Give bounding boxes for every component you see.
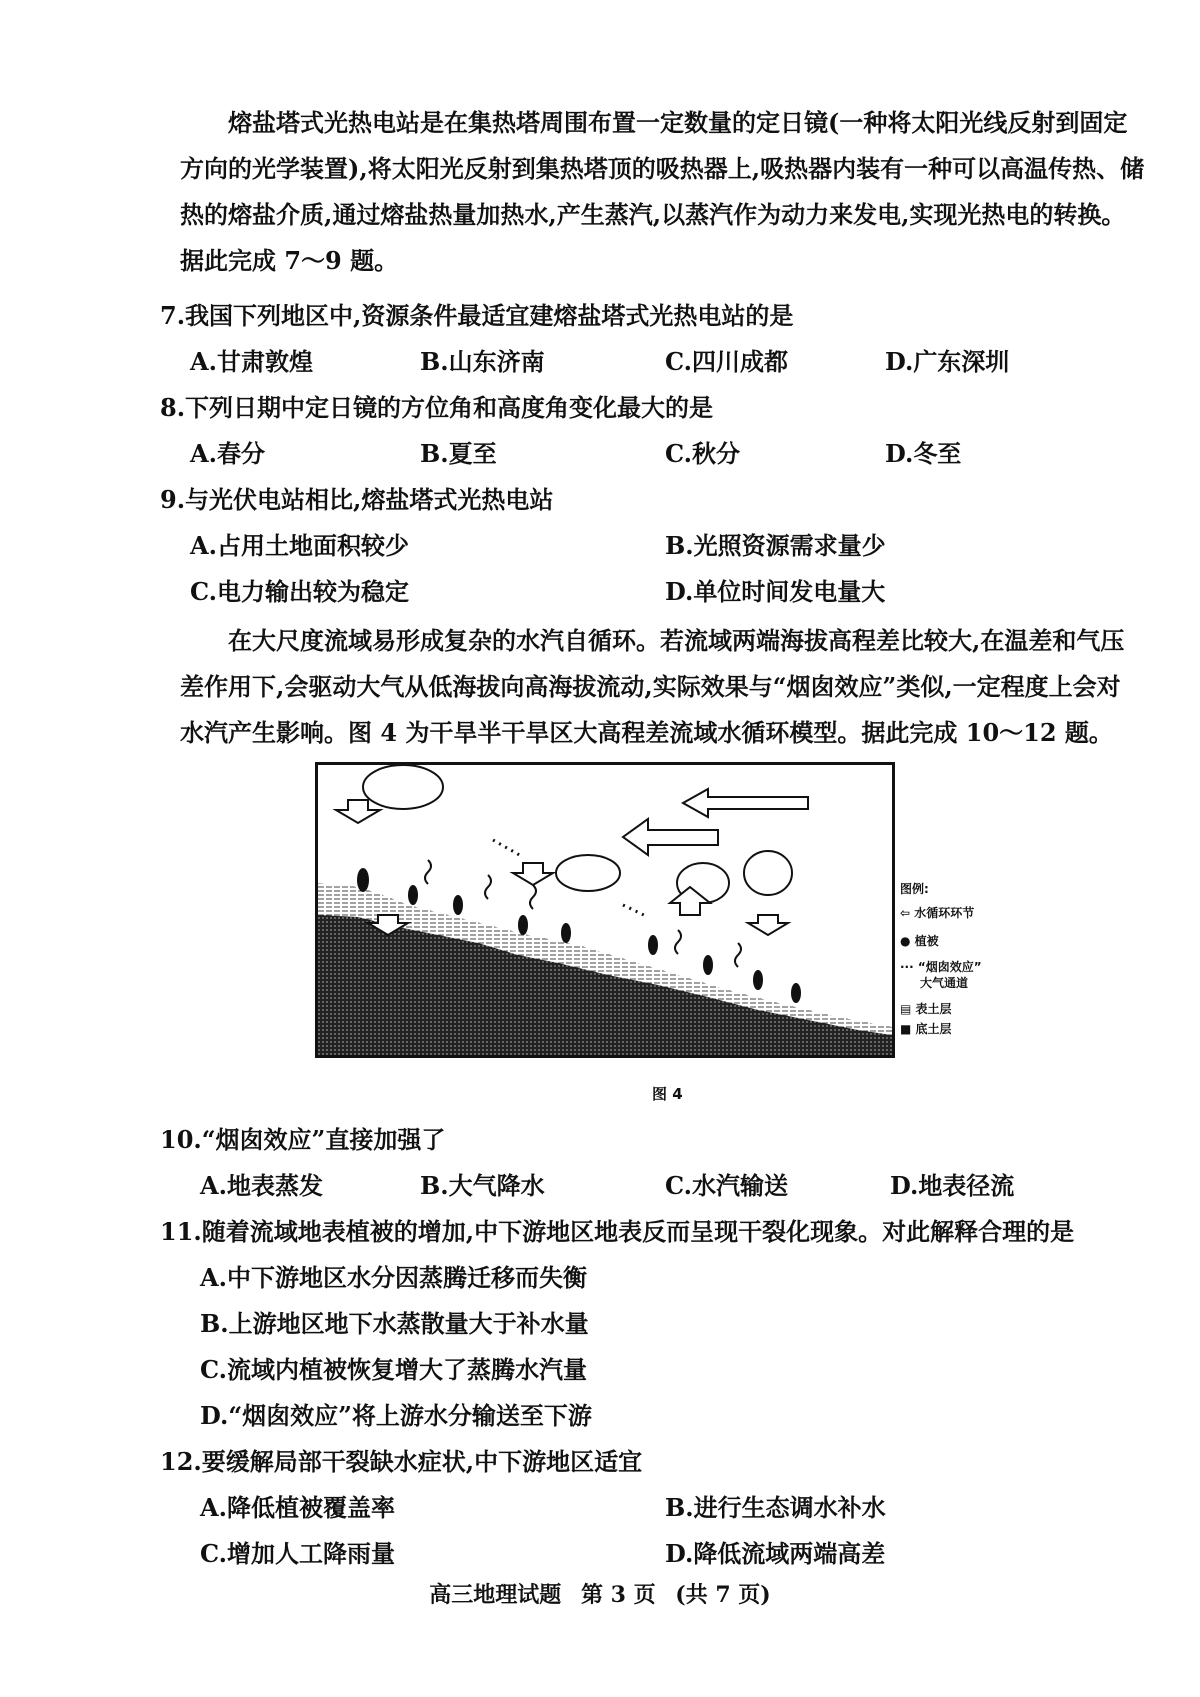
q7-option-c: C.四川成都 bbox=[665, 347, 789, 376]
q11-option-c: C.流域内植被恢复增大了蒸腾水汽量 bbox=[200, 1355, 588, 1384]
q9-option-c: C.电力输出较为稳定 bbox=[190, 577, 410, 606]
q12-option-d: D.降低流域两端高差 bbox=[665, 1539, 886, 1568]
q12-option-c: C.增加人工降雨量 bbox=[200, 1539, 396, 1568]
question-8: 8.下列日期中定日镜的方位角和高度角变化最大的是 bbox=[160, 393, 714, 422]
q8-option-c: C.秋分 bbox=[665, 439, 741, 468]
footer-total-pages: (共 7 页) bbox=[675, 1582, 771, 1608]
legend-vegetation-label: 植被 bbox=[914, 934, 939, 948]
q7-option-a: A.甘肃敦煌 bbox=[190, 347, 313, 376]
legend-chimney-label-2: 大气通道 bbox=[920, 976, 969, 990]
q10-option-d: D.地表径流 bbox=[890, 1171, 1015, 1200]
q10-option-a: A.地表蒸发 bbox=[200, 1171, 323, 1200]
passage-1-line-1: 熔盐塔式光热电站是在集热塔周围布置一定数量的定日镜(一种将太阳光线反射到固定 bbox=[228, 108, 1128, 137]
q8-option-d: D.冬至 bbox=[885, 439, 962, 468]
q10-option-b: B.大气降水 bbox=[420, 1171, 545, 1200]
q8-option-b: B.夏至 bbox=[420, 439, 497, 468]
q12-option-a: A.降低植被覆盖率 bbox=[200, 1493, 395, 1522]
legend-chimney: ··· “烟囱效应” bbox=[900, 960, 982, 974]
legend-vegetation: ● 植被 bbox=[900, 934, 939, 948]
question-12: 12.要缓解局部干裂缺水症状,中下游地区适宜 bbox=[160, 1447, 643, 1476]
legend-water-cycle: ⇦ 水循环环节 bbox=[900, 906, 975, 920]
passage-1-line-4: 据此完成 7～9 题。 bbox=[180, 246, 399, 275]
legend-title: 图例: bbox=[900, 882, 929, 896]
q9-option-a: A.占用土地面积较少 bbox=[190, 531, 409, 560]
legend-topsoil: ▤ 表土层 bbox=[900, 1002, 952, 1016]
legend-chimney-label-1: “烟囱效应” bbox=[917, 960, 982, 974]
water-cycle-model-illustration bbox=[318, 765, 892, 1055]
q11-option-b: B.上游地区地下水蒸散量大于补水量 bbox=[200, 1309, 589, 1338]
question-9: 9.与光伏电站相比,熔盐塔式光热电站 bbox=[160, 485, 554, 514]
q12-option-b: B.进行生态调水补水 bbox=[665, 1493, 886, 1522]
question-7: 7.我国下列地区中,资源条件最适宜建熔盐塔式光热电站的是 bbox=[160, 301, 794, 330]
subsoil-layer bbox=[318, 915, 892, 1055]
figure-caption: 图 4 bbox=[652, 1085, 683, 1103]
q7-option-d: D.广东深圳 bbox=[885, 347, 1010, 376]
passage-2-line-3: 水汽产生影响。图 4 为干旱半干旱区大高程差流域水循环模型。据此完成 10～12 题。 bbox=[180, 718, 1113, 747]
legend-topsoil-label: 表土层 bbox=[915, 1002, 952, 1016]
legend-subsoil-label: 底土层 bbox=[915, 1022, 952, 1036]
q10-option-c: C.水汽输送 bbox=[665, 1171, 789, 1200]
figure-4-diagram bbox=[315, 762, 895, 1058]
passage-2 bbox=[180, 618, 1160, 756]
q11-option-d: D.“烟囱效应”将上游水分输送至下游 bbox=[200, 1401, 592, 1430]
q9-option-b: B.光照资源需求量少 bbox=[665, 531, 886, 560]
q7-option-b: B.山东济南 bbox=[420, 347, 545, 376]
q11-option-a: A.中下游地区水分因蒸腾迁移而失衡 bbox=[200, 1263, 587, 1292]
passage-1-line-3: 热的熔盐介质,通过熔盐热量加热水,产生蒸汽,以蒸汽作为动力来发电,实现光热电的转换。 bbox=[180, 200, 1126, 229]
passage-2-line-1: 在大尺度流域易形成复杂的水汽自循环。若流域两端海拔高程差比较大,在温差和气压 bbox=[228, 626, 1125, 655]
passage-2-line-2: 差作用下,会驱动大气从低海拔向高海拔流动,实际效果与“烟囱效应”类似,一定程度上会对 bbox=[180, 672, 1121, 701]
footer-subject: 高三地理试题 bbox=[429, 1582, 562, 1608]
question-10: 10.“烟囱效应”直接加强了 bbox=[160, 1125, 446, 1154]
question-11: 11.随着流域地表植被的增加,中下游地区地表反而呈现干裂化现象。对此解释合理的是 bbox=[160, 1217, 1075, 1246]
q9-option-d: D.单位时间发电量大 bbox=[665, 577, 886, 606]
legend-subsoil: ■ 底土层 bbox=[900, 1022, 952, 1036]
footer-page-number: 第 3 页 bbox=[580, 1582, 656, 1608]
passage-1 bbox=[180, 100, 1160, 284]
q8-option-a: A.春分 bbox=[190, 439, 265, 468]
page-footer bbox=[0, 1578, 1200, 1609]
passage-1-line-2: 方向的光学装置),将太阳光反射到集热塔顶的吸热器上,吸热器内装有一种可以高温传热、储 bbox=[180, 154, 1145, 183]
legend-water-cycle-label: 水循环环节 bbox=[914, 906, 975, 920]
